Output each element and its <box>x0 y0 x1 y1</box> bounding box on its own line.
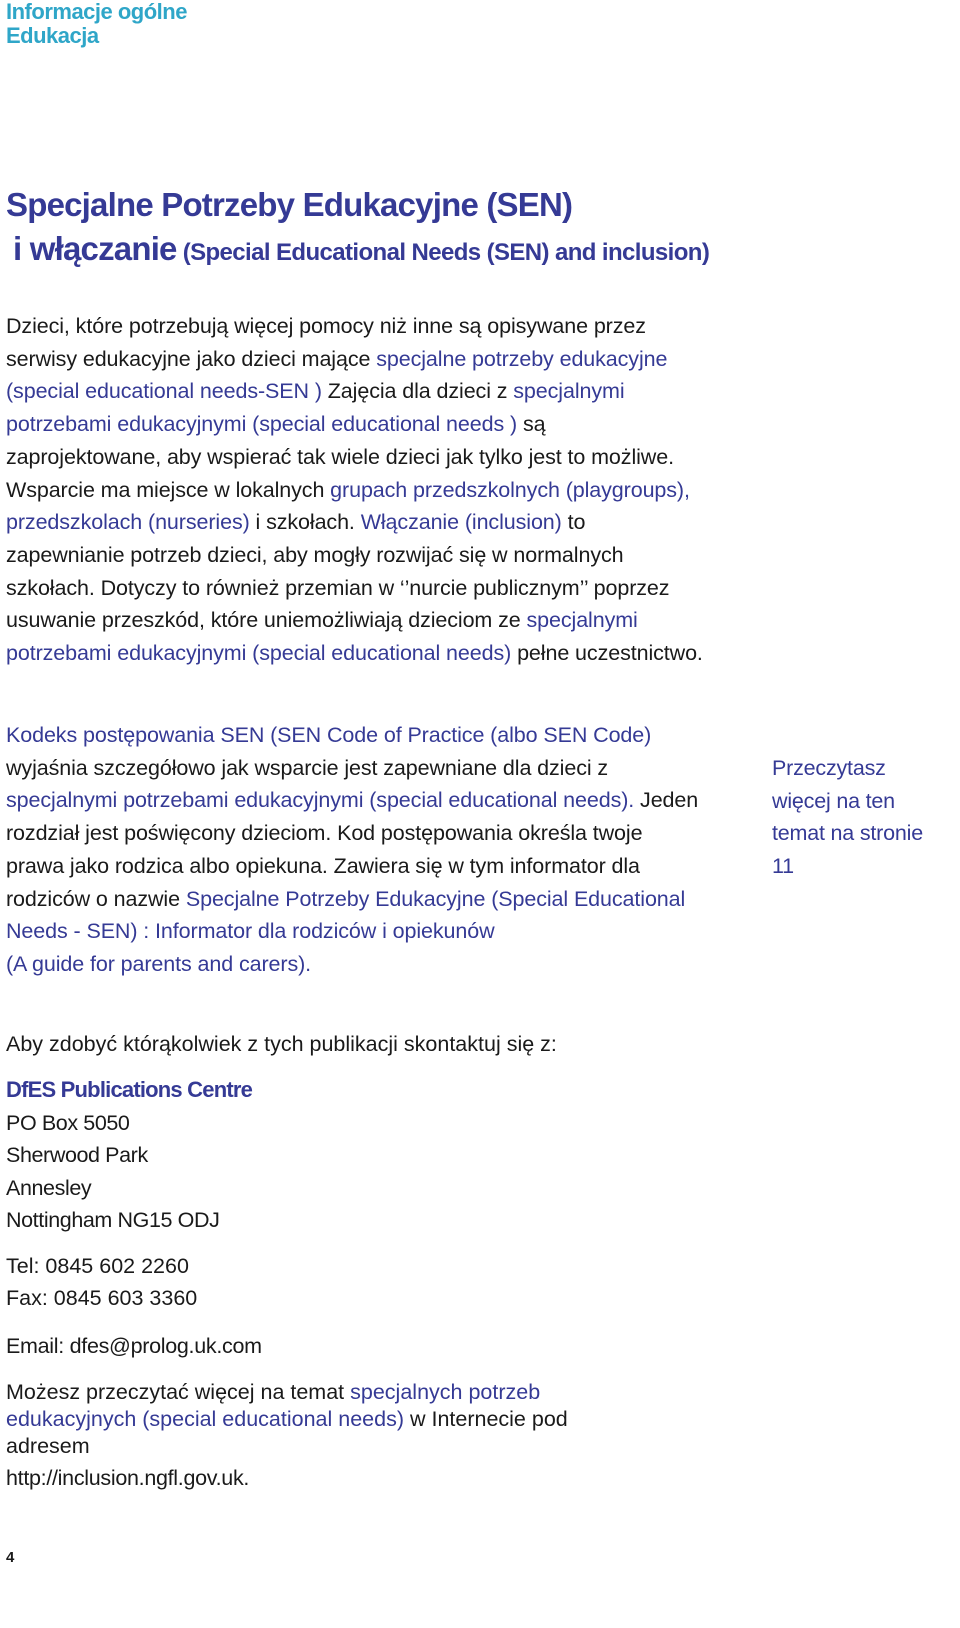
phone-contacts <box>6 1251 197 1314</box>
term-highlight: Specjalne Potrzeby Edukacyjne (Special Educational Needs - SEN) : Informator dla rodziców i opiekunów <box>6 886 686 944</box>
address-line: Annesley <box>6 1175 92 1200</box>
term-highlight: Włączanie (inclusion) <box>360 510 562 535</box>
postal-address <box>6 1074 252 1237</box>
sidenote-page-number: 11 <box>772 854 794 879</box>
term-highlight: specjalne potrzeby edukacyjne (special educational needs-SEN ) <box>6 346 668 404</box>
section-label-education: Edukacja <box>6 23 99 48</box>
paragraph-code-of-practice <box>6 719 706 981</box>
section-label <box>6 0 187 48</box>
term-highlight: grupach przedszkolnych (playgroups), przedszkolach (nurseries) <box>6 477 690 535</box>
text-span: pełne uczestnictwo. <box>511 641 703 666</box>
sidenote-see-page <box>772 752 942 883</box>
text-span: są zaprojektowane, aby wspierać tak wiele dzieci jak tylko jest to możliwe. Wsparcie ma miejsce w lokalnych <box>6 412 674 502</box>
term-highlight: specjalnymi potrzebami edukacyjnymi (special educational needs) <box>6 608 638 666</box>
text-span: to zapewnianie potrzeb dzieci, aby mogły rozwijać się w normalnych szkołach. Dotyczy to również przemian w ‘’nurcie publicznym’’ poprzez usuwanie przeszkód, które uniemożliwiają dzieciom ze <box>6 510 670 633</box>
organization-name: DfES Publications Centre <box>6 1077 253 1102</box>
text-span: i szkołach. <box>249 510 361 535</box>
address-line: Sherwood Park <box>6 1143 148 1167</box>
telephone: Tel: 0845 602 2260 <box>6 1254 189 1278</box>
email-address: Email: dfes@prolog.uk.com <box>6 1334 262 1358</box>
contact-intro: Aby zdobyć którąkolwiek z tych publikacji skontaktuj się z: <box>6 1032 557 1056</box>
title-line-2 <box>6 227 709 278</box>
term-highlight: specjalnymi potrzebami edukacyjnymi (special educational needs). <box>6 788 635 813</box>
website-url: http://inclusion.ngfl.gov.uk. <box>6 1466 250 1490</box>
title-line-2-main: i włączanie <box>13 230 177 267</box>
text-span: Możesz przeczytać więcej na temat <box>6 1380 351 1404</box>
text-span: Dzieci, które potrzebują więcej pomocy niż inne są opisywane przez serwisy edukacyjne jako dzieci mające <box>6 314 646 371</box>
section-label-general: Informacje ogólne <box>6 0 187 24</box>
paragraph-read-more <box>6 1379 626 1460</box>
address-line: Nottingham NG15 ODJ <box>6 1208 220 1232</box>
term-highlight: Kodeks postępowania SEN (SEN Code of Practice (albo SEN Code) <box>6 723 652 747</box>
page-title <box>6 183 709 278</box>
page-number: 4 <box>6 1549 15 1566</box>
fax: Fax: 0845 603 3360 <box>6 1285 198 1310</box>
text-span: wyjaśnia szczegółowo jak wsparcie jest zapewniane dla dzieci z <box>6 755 609 780</box>
sidenote-line: temat na stronie <box>772 821 923 846</box>
paragraph-sen-intro <box>6 310 706 670</box>
term-highlight: specjalnych potrzeb edukacyjnych (special educational needs) <box>6 1380 541 1431</box>
text-span: w Internecie pod adresem <box>6 1407 568 1458</box>
sidenote-line: Przeczytasz <box>772 756 886 780</box>
address-line: PO Box 5050 <box>6 1110 130 1135</box>
title-line-2-english: (Special Educational Needs (SEN) and inclusion) <box>176 239 710 266</box>
sidenote-line: więcej na ten <box>772 788 895 813</box>
text-span: Zajęcia dla dzieci z <box>321 379 514 404</box>
term-highlight: (A guide for parents and carers). <box>6 951 312 976</box>
term-highlight: specjalnymi potrzebami edukacyjnymi (special educational needs ) <box>6 379 625 437</box>
title-line-1: Specjalne Potrzeby Edukacyjne (SEN) <box>6 186 573 223</box>
text-span: Jeden rozdział jest poświęcony dzieciom. Kod postępowania określa twoje prawa jako rodzica albo opiekuna. Zawiera się w tym informator dla rodziców o nazwie <box>6 788 699 911</box>
